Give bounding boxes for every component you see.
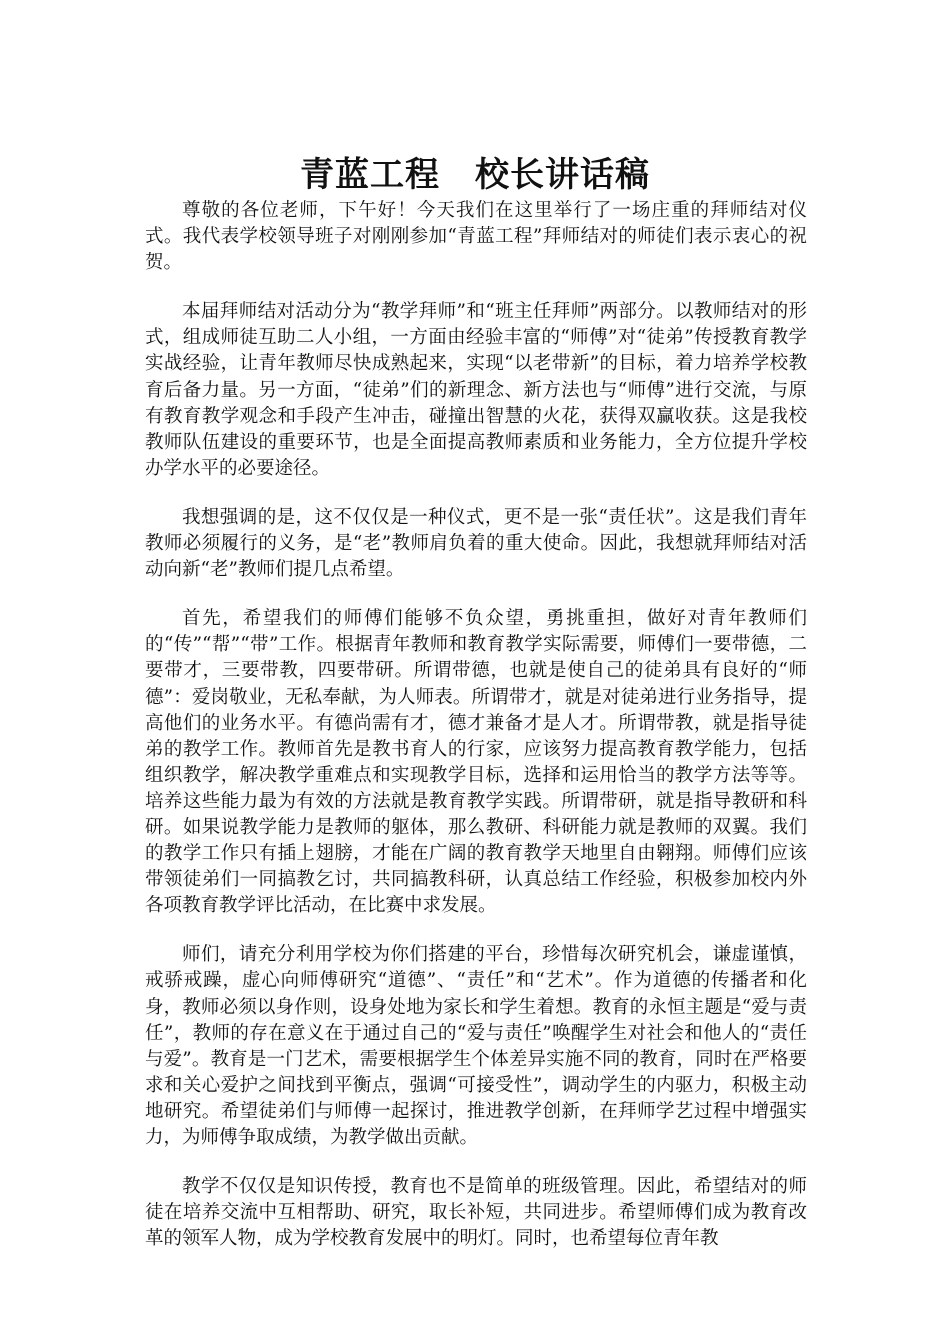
- paragraph-greeting: 尊敬的各位老师，下午好！今天我们在这里举行了一场庄重的拜师结对仪式。我代表学校领导班子对刚刚参加“青蓝工程”拜师结对的师徒们表示衷心的祝贺。: [145, 200, 807, 274]
- paragraph-apprentice-hopes: 师们，请充分利用学校为你们搭建的平台，珍惜每次研究机会，谦虚谨慎，戒骄戒躁，虚心向师傅研究“道德”、“责任”和“艺术”。作为道德的传播者和化身，教师必须以身作则，设身处地为家长和学生着想。教育的永恒主题是“爱与责任”，教师的存在意义在于通过自己的“爱与责任”唤醒学生对社会和他人的“责任与爱”。教育是一门艺术，需要根据学生个体差异实施不同的教育，同时在严格要求和关心爱护之间找到平衡点，强调“可接受性”，调动学生的内驱力，积极主动地研究。希望徒弟们与师傅一起探讨，推进教学创新，在拜师学艺过程中增强实力，为师傅争取成绩，为教学做出贡献。: [145, 944, 807, 1148]
- document-body: [145, 198, 807, 1275]
- paragraph-activity-overview: 本届拜师结对活动分为“教学拜师”和“班主任拜师”两部分。以教师结对的形式，组成师徒互助二人小组，一方面由经验丰富的“师傅”对“徒弟”传授教育教学实战经验，让青年教师尽快成熟起来，实现“以老带新”的目标，着力培养学校教育后备力量。另一方面，“徒弟”们的新理念、新方法也与“师傅”进行交流，与原有教育教学观念和手段产生冲击，碰撞出智慧的火花，获得双赢收获。这是我校教师队伍建设的重要环节，也是全面提高教师素质和业务能力，全方位提升学校办学水平的必要途径。: [145, 301, 807, 479]
- paragraph-closing: 教学不仅仅是知识传授，教育也不是简单的班级管理。因此，希望结对的师徒在培养交流中互相帮助、研究，取长补短，共同进步。希望师傅们成为教育改革的领军人物，成为学校教育发展中的明灯。同时，也希望每位青年教: [145, 1176, 807, 1250]
- paragraph-mentor-hopes: 首先，希望我们的师傅们能够不负众望，勇挑重担，做好对青年教师们的“传”“帮”“带”工作。根据青年教师和教育教学实际需要，师傅们一要带德，二要带才，三要带教，四要带研。所谓带德，也就是使自己的徒弟具有良好的“师德”：爱岗敬业，无私奉献，为人师表。所谓带才，就是对徒弟进行业务指导，提高他们的业务水平。有德尚需有才，德才兼备才是人才。所谓带教，就是指导徒弟的教学工作。教师首先是教书育人的行家，应该努力提高教育教学能力，包括组织教学，解决教学重难点和实现教学目标，选择和运用恰当的教学方法等等。培养这些能力最为有效的方法就是教育教学实践。所谓带研，就是指导教研和科研。如果说教学能力是教师的躯体，那么教研、科研能力就是教师的双翼。我们的教学工作只有插上翅膀，才能在广阔的教育教学天地里自由翱翔。师傅们应该带领徒弟们一同搞教乞讨，共同搞教科研，认真总结工作经验，积极参加校内外各项教育教学评比活动，在比赛中求发展。: [145, 608, 807, 917]
- paragraph-emphasis: 我想强调的是，这不仅仅是一种仪式，更不是一张“责任状”。这是我们青年教师必须履行的义务，是“老”教师肩负着的重大使命。因此，我想就拜师结对活动向新“老”教师们提几点希望。: [145, 506, 807, 581]
- document-title: 青蓝工程 校长讲话稿: [300, 154, 650, 195]
